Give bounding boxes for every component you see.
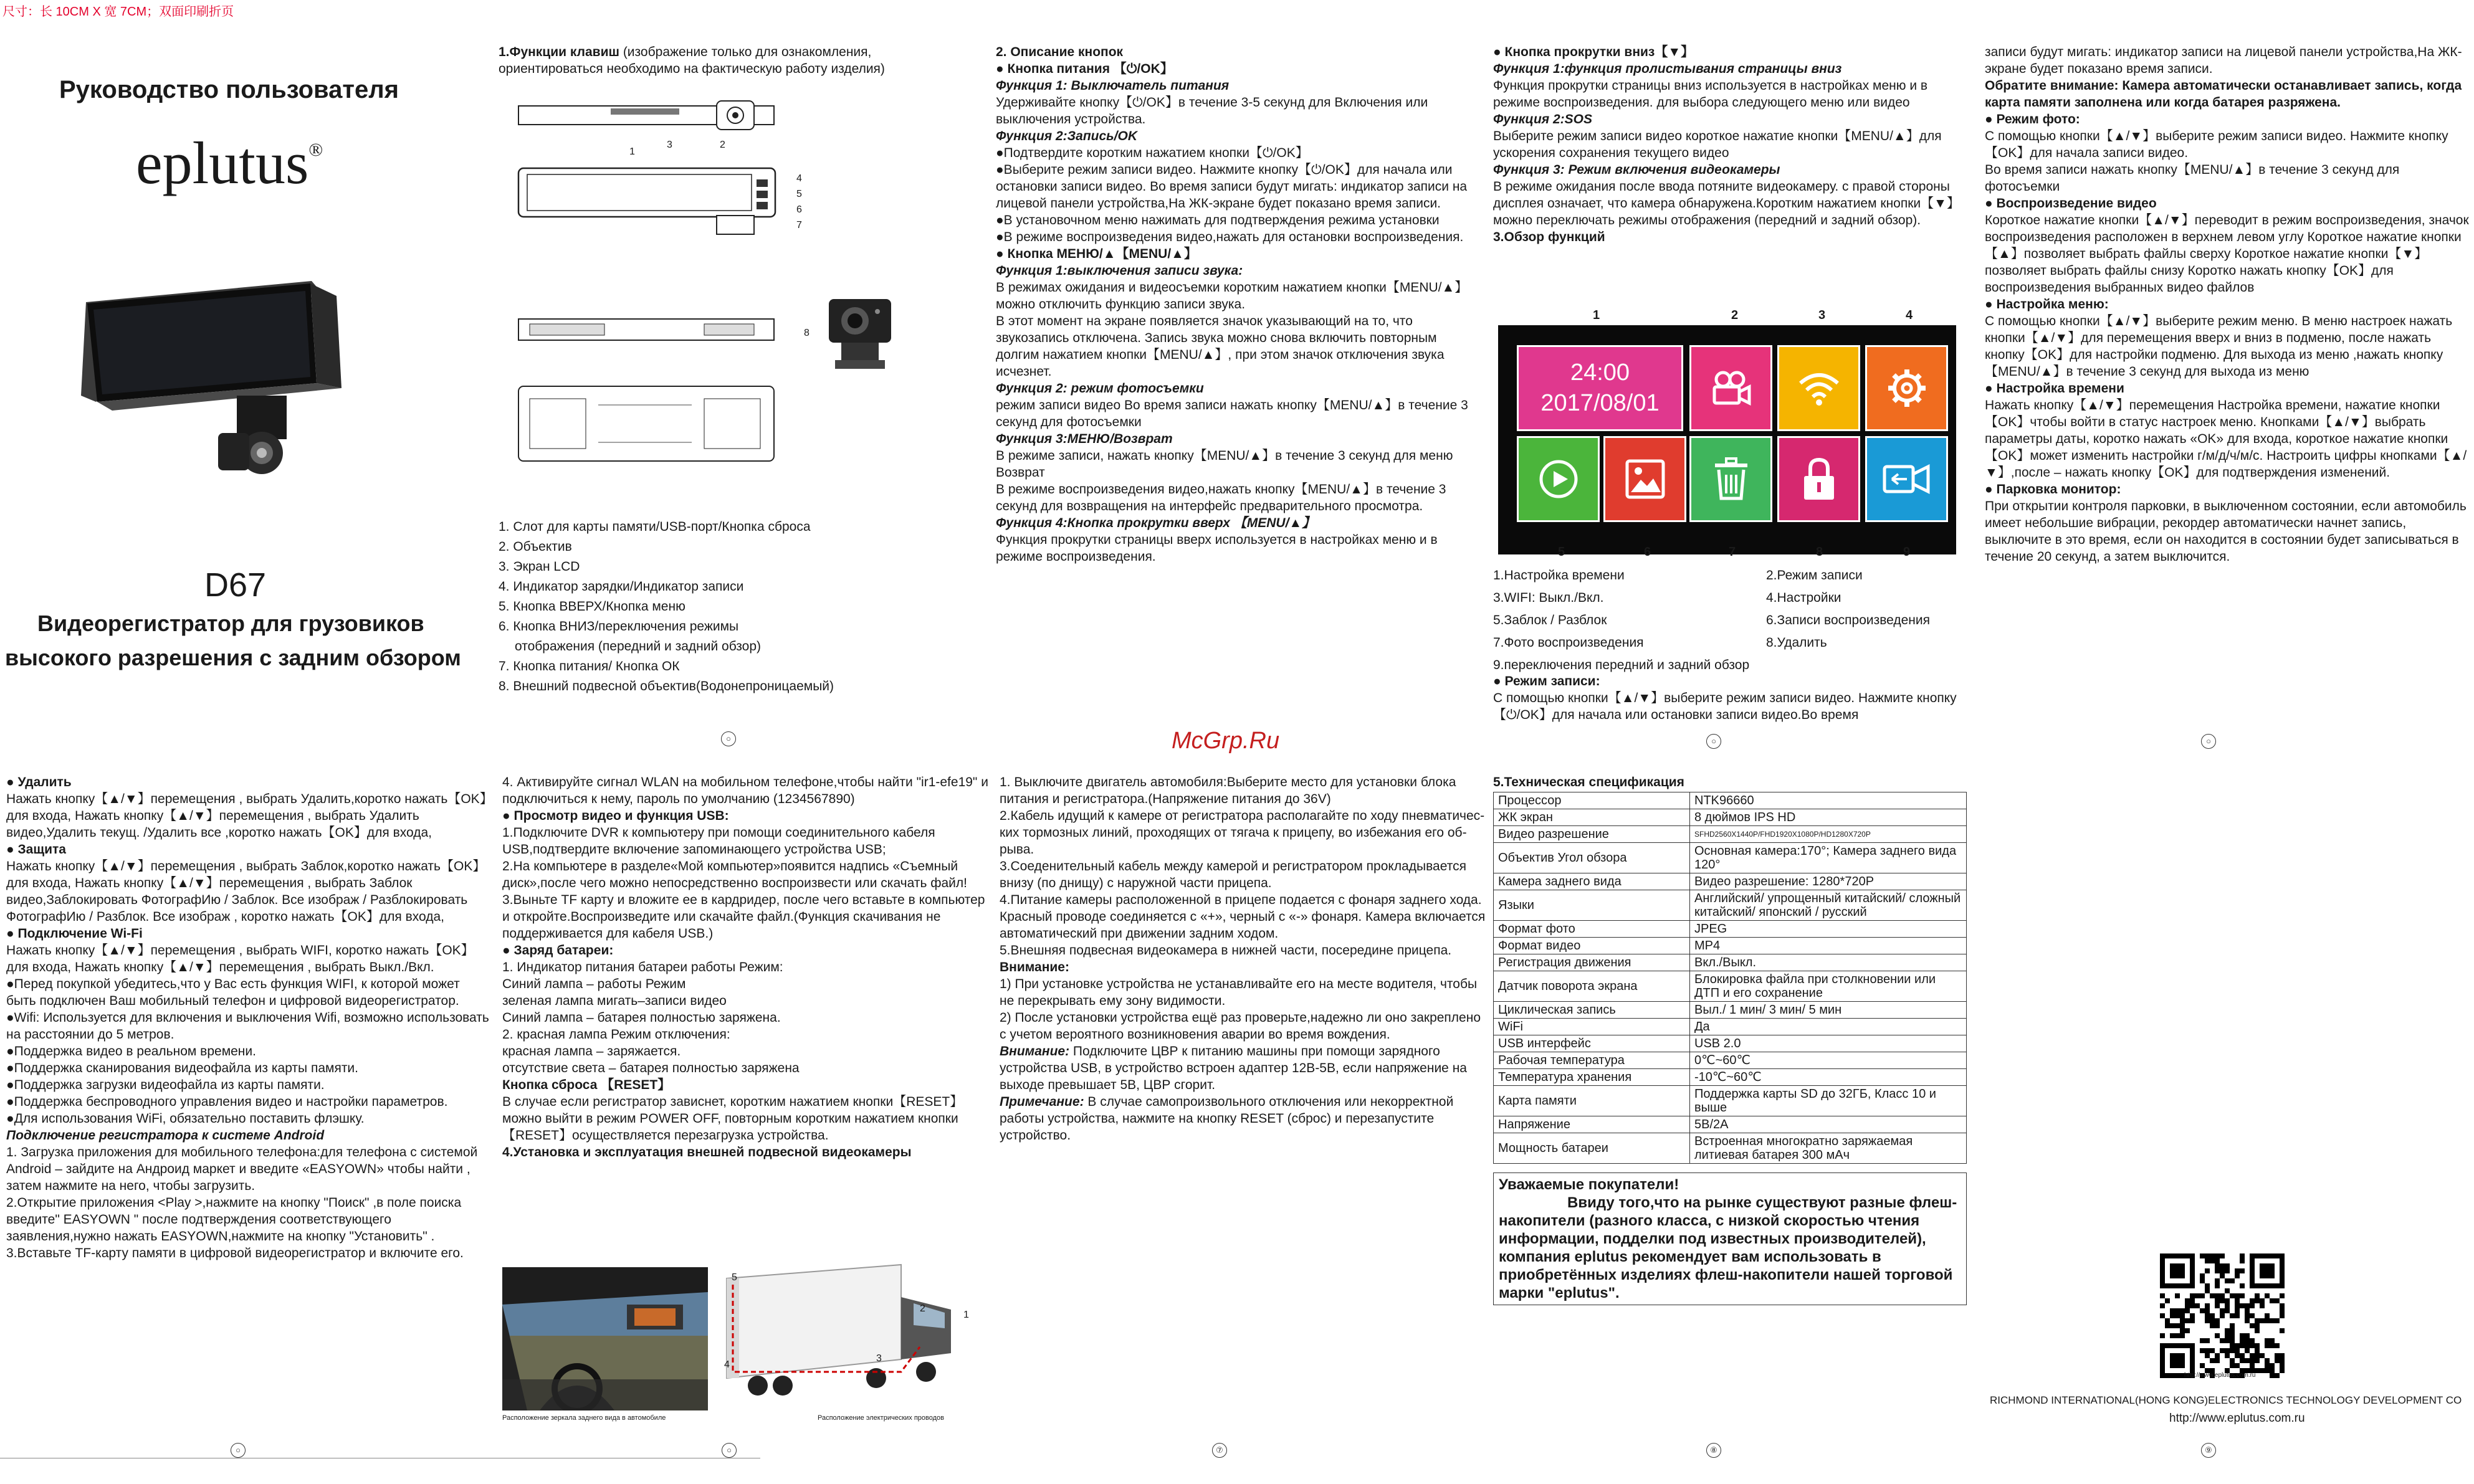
text-line: ● Защита (6, 842, 66, 857)
qr-caption: http://www.eplutus.com.ru (2184, 1372, 2256, 1379)
truck-num-1: 1 (963, 1310, 969, 1320)
tile-camera-switch (1865, 436, 1948, 522)
spec-label: Объектив Угол обзора (1494, 843, 1690, 873)
watermark: McGrp.Ru (1172, 728, 1280, 754)
delete-panel (6, 774, 492, 1440)
text-line: Внимание: Подключите ЦВР к питанию машины при помощи зарядного устройства USB, в устройство встроен адаптер 12В-5В, если напряжение на выходе превышает 5В, ЦВР сгорит. (1000, 1044, 1467, 1092)
page-mark-5: ○ (2201, 734, 2216, 749)
device-image (75, 277, 368, 483)
spec-row (1494, 1002, 1967, 1019)
caption-wires: Расположение электрических проводов (818, 1414, 945, 1422)
text-line: 3.Вставьте TF-карту памяти в цифровой видеорегистратор и включите его. (6, 1246, 464, 1260)
spec-row (1494, 1019, 1967, 1035)
spec-label: WiFi (1494, 1019, 1690, 1035)
function-legend-left: 1.Настройка времени 3.WIFI: Выкл./Вкл. 5.Заблок / Разблок 7.Фото воспроизведения 9.переключения передний и задний обзор (1493, 568, 1750, 672)
keys-heading: 1.Функции клавиш (изображение только для ознакомления, ориентироваться необходимо на фактическую работу изделия) (499, 45, 885, 76)
text-line: Функция 3: Режим включения видеокамеры (1493, 163, 1780, 177)
text-line: ●В установочном меню нажимать для подтверждения режима установки (996, 213, 1440, 227)
screen-num-4: 4 (1906, 308, 1913, 322)
spec-value: Видео разрешение: 1280*720P (1690, 873, 1967, 890)
callout-1: 1 (629, 146, 635, 157)
text-line: В режимах ожидания и видеосъемки коротким нажатием кнопки【MENU/▲】можно отключить функцию записи звука. (996, 280, 1468, 312)
spec-value: SFHD2560X1440P/FHD1920X1080P/HD1280X720P (1690, 826, 1967, 843)
page-mark-2: ○ (721, 731, 736, 746)
spec-value: 5В/2А (1690, 1116, 1967, 1133)
text-line: Нажать кнопку【▲/▼】перемещения , выбрать WIFI, коротко нажать【OK】для входа, Нажать кнопку【▲/▼】перемещения , выбрать Выкл./Вкл. (6, 943, 474, 974)
screen-num-9: 9 (1903, 545, 1911, 559)
spec-value: Блокировка файла при столкновении или ДТП и его сохранение (1690, 971, 1967, 1002)
text-line: Выберите режим записи видео короткое нажатие кнопки【MENU/▲】для ускорения сохранения текущего видео (1493, 129, 1942, 160)
text-line: В режиме воспроизведения видео,нажать кнопку【MENU/▲】в течение 3 секунд для возвращения на интерфейс предварительного просмотра. (996, 482, 1446, 513)
text-line: Нажать кнопку【▲/▼】перемещения Настройка времени, нажатие кнопки【OK】чтобы войти в статус настроек меню. Кнопками【▲/▼】выбрать параметры даты, коротко нажать «OK» для входа, короткое нажатие кнопки【OK】может изменить настройки г/м/д/ч/м/с. Настроить цифры кнопками【▲/▼】,после – нажать кнопку【OK】для подтверждения изменений. (1985, 398, 2467, 480)
scroll-text (1493, 44, 1967, 245)
install-panel (1000, 774, 1486, 1440)
screen-num-8: 8 (1816, 545, 1823, 559)
text-line: режим записи видео Во время записи нажать кнопку【MENU/▲】в течение 3 секунд для фотосъемки (996, 398, 1468, 429)
spec-value: 8 дюймов IPS HD (1690, 809, 1967, 826)
text-line: Функция 1:функция пролистывания страницы вниз (1493, 62, 1842, 76)
text-line: 4.Установка и эксплуатация внешней подвесной видеокамеры (502, 1145, 912, 1159)
device-front-diagram (517, 156, 791, 237)
spec-value: Английский/ упрощенный китайский/ сложный китайский/ японский / русский (1690, 890, 1967, 921)
spec-row (1494, 1133, 1967, 1164)
tile-wifi (1777, 345, 1860, 431)
buttons-heading: 2. Описание кнопок (996, 45, 1124, 59)
spec-label: Процессор (1494, 792, 1690, 809)
text-line: Нажать кнопку【▲/▼】перемещения , выбрать Заблок,коротко нажать【OK】для входа, Нажать кнопку【▲/▼】перемещения , выбрать Заблок видео,Заблокировать ФотографИю / Заблок. Все изображ / Разблокировать ФотографИю / Разблок. Все изображ , коротко нажать【OK】для входа, (6, 859, 486, 924)
page-mark-9: ⑧ (1706, 1443, 1721, 1458)
text-line: 1.Подключите DVR к компьютеру при помощи соединительного кабеля USB,подтвердите включение запоминающего устройства USB; (502, 825, 935, 857)
spec-row (1494, 938, 1967, 954)
cover-subtitle-1: Видеорегистратор для грузовиков (37, 611, 424, 636)
truck-num-4: 4 (724, 1359, 730, 1370)
spec-row (1494, 954, 1967, 971)
text-line: 2. красная лампа Режим отключения: (502, 1027, 730, 1042)
spec-label: Регистрация движения (1494, 954, 1690, 971)
text-line: ● Настройка времени (1985, 381, 2124, 396)
text-line: ● Воспроизведение видео (1985, 196, 2157, 211)
text-line: ●Для использования WiFi, обязательно поставить флэшку. (6, 1111, 365, 1126)
spec-value: Основная камера:170°; Камера заднего вида 120° (1690, 843, 1967, 873)
truck-num-2: 2 (920, 1303, 925, 1314)
text-line: С помощью кнопки【▲/▼】выберите режим записи видео. Нажмите кнопку【⏻/OK】для начала или остановки записи видео.Во время (1493, 691, 1957, 722)
tile-photo (1603, 436, 1686, 522)
spec-heading: 5.Техническая спецификация (1493, 775, 1684, 789)
spec-value: NTK96660 (1690, 792, 1967, 809)
spec-row (1494, 890, 1967, 921)
page-mark-7: ○ (722, 1443, 737, 1458)
tile-time (1517, 345, 1683, 431)
tile-settings (1865, 345, 1948, 431)
screen-date: 2017/08/01 (1540, 390, 1660, 416)
usb-text (502, 774, 995, 1161)
screen-num-2: 2 (1731, 308, 1739, 322)
page-mark-8: ⑦ (1212, 1443, 1227, 1458)
spec-label: Формат видео (1494, 938, 1690, 954)
spec-row (1494, 792, 1967, 809)
text-line: Функция 4:Кнопка прокрутки вверх 【MENU/▲】 (996, 516, 1316, 530)
text-line: Функция прокрутки страницы вниз используется в настройках меню и в режиме воспроизведения. для выбора следующего меню или видео (1493, 78, 1928, 110)
truck-num-5: 5 (732, 1272, 737, 1283)
spec-value: -10℃~60℃ (1690, 1069, 1967, 1086)
spec-row (1494, 873, 1967, 890)
text-line: 3.Обзор функций (1493, 230, 1605, 244)
cabin-illustration (502, 1267, 708, 1410)
menu-screen (1498, 325, 1956, 554)
text-line: В случае если регистратор зависнет, коротким нажатием кнопки【RESET】можно выйти в режим POWER OFF, повторным коротким нажатием кнопки【RESET】осуществляется перезагрузка устройства. (502, 1095, 963, 1143)
text-line: ●Поддержка видео в реальном времени. (6, 1044, 256, 1058)
video-camera-icon (1709, 369, 1753, 407)
spec-label: Датчик поворота экрана (1494, 971, 1690, 1002)
text-line: ● Удалить (6, 775, 72, 789)
text-line: ● Режим записи: (1493, 674, 1600, 688)
text-line: 1. Выключите двигатель автомобиля:Выберите место для установки блока питания и регистратора.(Напряжение питания до 36V) (1000, 775, 1456, 806)
usb-panel (502, 774, 995, 1440)
cover-title: Руководство пользователя (59, 76, 399, 103)
text-line: В режиме записи, нажать кнопку【MENU/▲】в течение 3 секунд для меню Возврат (996, 449, 1453, 480)
text-line: ● Кнопка МЕНЮ/▲【MENU/▲】 (996, 247, 1197, 261)
spec-row (1494, 1052, 1967, 1069)
truck-illustration (714, 1253, 995, 1409)
text-line: ● Режим фото: (1985, 112, 2080, 126)
text-line: 1) При установке устройства не устанавливайте его на месте водителя, чтобы не перекрывать ему зону видимости. (1000, 977, 1478, 1008)
notice-title: Уважаемые покупатели! (1499, 1176, 1679, 1193)
qr-code (2160, 1253, 2285, 1378)
brand-logo (136, 128, 323, 197)
text-line: ● Настройка меню: (1985, 297, 2109, 312)
install-text (1000, 774, 1486, 1144)
spec-label: Напряжение (1494, 1116, 1690, 1133)
text-line: Функция 2:SOS (1493, 112, 1593, 126)
text-line: Кнопка сброса 【RESET】 (502, 1078, 671, 1092)
text-line: 5.Внешняя подвесная видеокамера в нижней части, посередине прицепа. (1000, 943, 1452, 958)
text-line: 2.Открытие приложения <Play >,нажмите на кнопку "Поиск" ,в поле поиска введите" EASYOWN " после подтверждения соответствующего заявления,нужно нажать EASYOWN,нажмите на кнопку "Установить" . (6, 1196, 462, 1244)
spec-value: USB 2.0 (1690, 1035, 1967, 1052)
callout-5: 5 (796, 189, 802, 199)
text-line: 3.Соеденительный кабель между камерой и регистратором прокладывается внизу (по днищу) с наружной части прицепа. (1000, 859, 1466, 890)
text-line: зеленая лампа мигать–записи видео (502, 994, 727, 1008)
text-line: ●Выберите режим записи видео. Нажмите кнопку【⏻/OK】для начала или остановки записи видео. Во время записи будут мигать: индикатор записи на лицевой панели устройства,На ЖК-экране будет показано время записи. (996, 163, 1468, 211)
screen-num-7: 7 (1729, 545, 1736, 559)
screen-num-5: 5 (1558, 545, 1565, 559)
settings-panel (1985, 44, 2471, 738)
wifi-icon (1797, 369, 1841, 407)
text-line: Подключение регистратора к системе Android (6, 1128, 325, 1143)
text-line: Внимание: (1000, 960, 1069, 974)
text-line: 3.Выньте TF карту и вложите ее в кардридер, после чего вставьте в компьютер и откройте.Воспроизведите или скачайте файл.(Функция скачивания не поддерживается для кабеля USB.) (502, 893, 985, 941)
text-line: отсутствие света – батарея полностью заряжена (502, 1061, 800, 1075)
spec-row (1494, 843, 1967, 873)
lock-icon (1802, 457, 1836, 501)
text-line: ●В режиме воспроизведения видео,нажать для остановки воспроизведения. (996, 230, 1464, 244)
spec-row (1494, 921, 1967, 938)
text-line: С помощью кнопки【▲/▼】выберите режим записи видео. Нажмите кнопку【OK】для начала записи видео. (1985, 129, 2448, 160)
device-top-diagram (517, 100, 791, 137)
buttons-panel (996, 44, 1482, 738)
screen-time: 24:00 (1570, 359, 1630, 386)
text-line: В режиме ожидания после ввода потяните видеокамеру. с правой стороны дисплея означает, что камера обнаружена.Коротким нажатием кнопки【▼】можно переключать режимы отображения (передний и задний обзор). (1493, 179, 1960, 227)
spec-label: Температура хранения (1494, 1069, 1690, 1086)
text-line: Нажать кнопку【▲/▼】перемещения , выбрать Удалить,коротко нажать【OK】для входа, Нажать кнопку【▲/▼】перемещения , выбрать Удалить видео,Удалить текущ. /Удалить все ,коротко нажать【OK】для входа, (6, 792, 487, 840)
text-line: Удерживайте кнопку【⏻/OK】в течение 3-5 секунд для Включения или выключения устройства. (996, 95, 1428, 126)
text-line: ●Поддержка загрузки видеофайла из карты памяти. (6, 1078, 325, 1092)
text-line: ● Заряд батареи: (502, 943, 614, 958)
spec-row (1494, 826, 1967, 843)
callout-7: 7 (796, 220, 802, 231)
text-line: ●Поддержка сканирования видеофайла из карты памяти. (6, 1061, 359, 1075)
spec-label: Мощность батареи (1494, 1133, 1690, 1164)
delete-text (6, 774, 492, 1262)
print-note: 尺寸：长 10CM X 宽 7CM；双面印刷折页 (2, 5, 234, 19)
customer-notice (1493, 1172, 1967, 1305)
text-line: ●Wifi: Используется для включения и выключения Wifi, возможно использовать на расстоянии до 5 метров. (6, 1011, 489, 1042)
text-line: ● Кнопка питания 【⏻/OK】 (996, 62, 1173, 76)
spec-value: Поддержка карты SD до 32ГБ, Класс 10 и выше (1690, 1086, 1967, 1116)
callout-4: 4 (796, 173, 802, 184)
text-line: 1. Загрузка приложения для мобильного телефона:для телефона с системой Android – зайдите на Андроид маркет и введите «EASYOWN» чтобы найти , затем нажмите на него, чтобы загрузить. (6, 1145, 478, 1193)
rear-camera-diagram (816, 287, 904, 374)
tile-video (1689, 345, 1772, 431)
text-line: При открытии контроля парковки, в выключенном состоянии, если автомобиль имеет небольшие вибрации, рекордер автоматически начнет запись, выключите в это время, если он находится в состоянии будет записываться в течение 20 секунд, а затем выключится. (1985, 499, 2467, 564)
text-line: В этот момент на экране появляется значок указывающий на то, что звукозапись отключена. Запись звука можно снова включить повторным долгим нажатием кнопки【MENU/▲】, при этом значок отключения звука исчезнет. (996, 314, 1445, 379)
spec-row (1494, 971, 1967, 1002)
spec-value: MP4 (1690, 938, 1967, 954)
text-line: 2) После установки устройства ещё раз проверьте,надежно ли оно закреплено с учетом вероятного возникновения аварии во время вождения. (1000, 1011, 1481, 1042)
spec-value: JPEG (1690, 921, 1967, 938)
company-name: RICHMOND INTERNATIONAL(HONG KONG)ELECTRONICS TECHNOLOGY DEVELOPMENT CO (1990, 1394, 2462, 1406)
text-line: ●Подтвердите коротким нажатием кнопки【⏻/OK】 (996, 146, 1309, 160)
callout-6: 6 (796, 204, 802, 215)
screen-num-1: 1 (1593, 308, 1600, 322)
image-icon (1625, 459, 1666, 500)
text-line: Короткое нажатие кнопки【▲/▼】переводит в режим воспроизведения, значок воспроизведения расположен в верхнем левом углу Короткое нажатие кнопки【▲】позволяет выбрать файлы сверху Короткое нажатие кнопки【▼】позволяет выбрать файлы снизу Коротко нажать кнопку【OK】для воспроизведения выбранных видео файлов (1985, 213, 2469, 295)
function-legend-right: 2.Режим записи 4.Настройки 6.Записи воспроизведения 8.Удалить (1766, 568, 1931, 650)
text-line: Примечание: В случае самопроизвольного отключения или некорректной работы устройства, нажмите на кнопку RESET (сброс) и перезапустите устройство. (1000, 1095, 1454, 1143)
record-mode-text (1493, 673, 1967, 723)
keys-panel (499, 44, 985, 760)
notice-text: Ввиду того,что на рынке существуют разные флеш-накопители (разного класса, с низкой скоростью чтения информации, подделки под известных производителей), компания eplutus рекомендует вам использовать в приобретённых изделиях флеш-накопители нашей торговой марки "eplutus". (1499, 1194, 1957, 1301)
text-line: ● Кнопка прокрутки вниз【▼】 (1493, 45, 1694, 59)
text-line: записи будут мигать: индикатор записи на лицевой панели устройства,На ЖК-экране будет показано время записи. (1985, 45, 2462, 76)
cover-subtitle-2: высокого разрешения с задним обзором (5, 645, 461, 670)
spec-label: Рабочая температура (1494, 1052, 1690, 1069)
caption-mirror: Расположение зеркала заднего вида в автомобиле (502, 1414, 666, 1422)
spec-value: Вкл./Выкл. (1690, 954, 1967, 971)
text-line: Обратите внимание: Камера автоматически останавливает запись, когда карта памяти заполнена или когда батарея разряжена. (1985, 78, 2462, 110)
callout-8: 8 (804, 328, 810, 338)
website: http://www.eplutus.com.ru (2169, 1412, 2305, 1425)
gear-icon (1885, 366, 1929, 410)
spec-value: Встроенная многократно заряжаемая литиевая батарея 300 мАч (1690, 1133, 1967, 1164)
tile-delete (1689, 436, 1772, 522)
device-bottom-diagram (517, 312, 791, 349)
keys-list: 1. Слот для карты памяти/USB-порт/Кнопка сброса 2. Объектив 3. Экран LCD 4. Индикатор зарядки/Индикатор записи 5. Кнопка ВВЕРХ/Кнопка меню 6. Кнопка ВНИЗ/переключения режимы отображения (передний и задний обзор) 7. Кнопка питания/ Кнопка ОК 8. Внешний подвесной объектив(Водонепроницаемый) (499, 520, 834, 693)
camera-switch-icon (1882, 462, 1932, 497)
page-mark-4: ○ (1706, 734, 1721, 749)
device-back-diagram (517, 380, 791, 467)
tile-lock (1777, 436, 1860, 522)
play-icon (1537, 457, 1580, 501)
spec-row (1494, 1086, 1967, 1116)
text-line: Функция 3:МЕНЮ/Возврат (996, 432, 1173, 446)
spec-label: Циклическая запись (1494, 1002, 1690, 1019)
spec-label: ЖК экран (1494, 809, 1690, 826)
spec-label: USB интерфейс (1494, 1035, 1690, 1052)
text-line: 4.Питание камеры расположенной в прицепе подается с фонаря заднего хода. Красный проводе соединяется с «+», черный с «-» фонаря. Камера включается автоматический при движении задним ходом. (1000, 893, 1486, 941)
page-mark-6: ○ (231, 1443, 246, 1458)
text-line: Функция 2: режим фотосъемки (996, 381, 1204, 396)
spec-row (1494, 1069, 1967, 1086)
brand-name: eplutus (136, 130, 309, 196)
spec-label: Видео разрешение (1494, 826, 1690, 843)
text-line: Функция 1:выключения записи звука: (996, 264, 1243, 278)
text-line: Во время записи нажать кнопку【MENU/▲】в течение 3 секунд для фотосъемки (1985, 163, 2400, 194)
text-line: 1. Индикатор питания батареи работы Режим: (502, 960, 783, 974)
spec-label: Формат фото (1494, 921, 1690, 938)
text-line: ● Парковка монитор: (1985, 482, 2121, 497)
spec-panel (1493, 774, 1979, 1440)
screen-num-3: 3 (1818, 308, 1826, 322)
text-line: Синий лампа – работы Режим (502, 977, 686, 991)
spec-row (1494, 1116, 1967, 1133)
functions-panel (1493, 44, 1979, 744)
text-line: ● Подключение Wi-Fi (6, 926, 143, 941)
back-panel (1985, 774, 2471, 1440)
text-line: красная лампа – заряжается. (502, 1044, 681, 1058)
text-line: Функция 1: Выключатель питания (996, 78, 1230, 93)
truck-num-3: 3 (876, 1353, 882, 1364)
text-line: Функция 2:Запись/OK (996, 129, 1137, 143)
text-line: С помощью кнопки【▲/▼】выберите режим меню. В меню настроек нажать кнопки【▲/▼】для перемещения вверх и вниз в подменю, после нажать кнопку【OK】для настройки подменю. Для выхода из меню ,нажать кнопку【MENU/▲】в течение 3 секунд для выхода из меню (1985, 314, 2453, 379)
spec-value: Да (1690, 1019, 1967, 1035)
spec-label: Карта памяти (1494, 1086, 1690, 1116)
text-line: ● Просмотр видео и функция USB: (502, 809, 729, 823)
buttons-text (996, 60, 1482, 565)
trash-icon (1712, 457, 1750, 501)
text-line: 4. Активируйте сигнал WLAN на мобильном телефоне,чтобы найти "ir1-efe19" и подключиться к нему, пароль по умолчанию (1234567890) (502, 775, 988, 806)
spec-table (1493, 792, 1967, 1164)
page-mark-10: ⑨ (2201, 1443, 2216, 1458)
text-line: ●Поддержка беспроводного управления видео и настройки параметров. (6, 1095, 448, 1109)
spec-row (1494, 809, 1967, 826)
spec-value: Выл./ 1 мин/ 3 мин/ 5 мин (1690, 1002, 1967, 1019)
text-line: Функция прокрутки страницы вверх используется в настройках меню и в режиме воспроизведения. (996, 533, 1438, 564)
spec-label: Языки (1494, 890, 1690, 921)
spec-value: 0℃~60℃ (1690, 1052, 1967, 1069)
screen-num-6: 6 (1644, 545, 1651, 559)
spec-row (1494, 1035, 1967, 1052)
tile-playback (1517, 436, 1600, 522)
text-line: 2.Кабель идущий к камере от регистратора располагайте по ходу пневматичес-ких тормозных линий, проходящих от тягача к прицепу, во избежания его об-рыва. (1000, 809, 1485, 857)
callout-2: 2 (720, 140, 725, 150)
model-name: D67 (204, 566, 267, 604)
text-line: Синий лампа – батарея полностью заряжена. (502, 1011, 781, 1025)
text-line: ●Перед покупкой убедитесь,что у Вас есть функция WIFI, к которой может быть подключен Ваш мобильный телефон и цифровой видеорегистратор. (6, 977, 460, 1008)
text-line: 2.На компьютере в разделе«Мой компьютер»появится надпись «Съемный диск»,после чего можно непосредственно воспроизвести или скачать файл! (502, 859, 967, 890)
cover-panel (0, 37, 486, 754)
brand-mark: ® (308, 140, 323, 160)
callout-3: 3 (667, 140, 672, 150)
settings-text (1985, 44, 2471, 565)
spec-label: Камера заднего вида (1494, 873, 1690, 890)
